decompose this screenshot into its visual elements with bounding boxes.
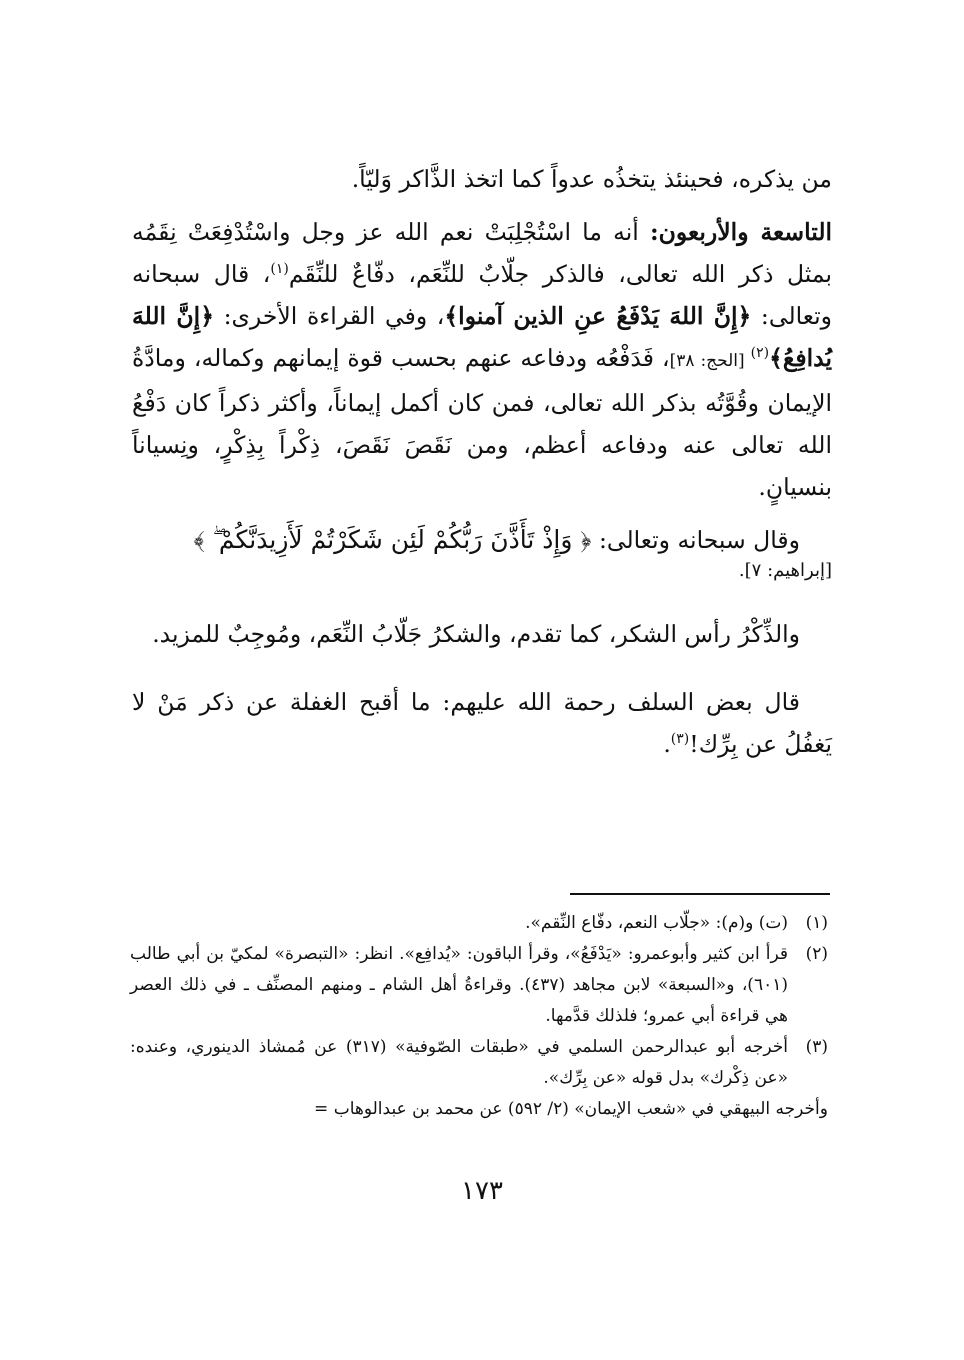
quran-verse-3: ﴿ وَإِذْ تَأَذَّنَ رَبُّكُمْ لَئِن شَكَرْتُمْ لَأَزِيدَنَّكُمْ ۖ ﴾ xyxy=(193,525,592,554)
paragraph-5 xyxy=(132,681,832,765)
paragraph-1 xyxy=(132,158,832,200)
paragraph-2-text-b: ، قال سبحانه وتعالى: xyxy=(132,260,832,330)
quran-verse-2: ﴿إِنَّ اللهَ يُدافِعُ﴾ xyxy=(132,302,832,372)
footnote-text: (ت) و(م): «جلّاب النعم، دفّاع النِّقم». xyxy=(525,913,788,933)
footnote-number: (١) xyxy=(805,913,828,933)
footnote-text: أخرجه أبو عبدالرحمن السلمي في «طبقات الصّوفية» (٣١٧) عن مُمشاذ الدينوري، وعنده: «عن ذِكْرك» بدل قوله «عن بِرِّك». xyxy=(130,1037,788,1088)
paragraph-1-text: من يذكره، فحينئذ يتخذُه عدواً كما اتخذ الذَّاكر وَليّاً. xyxy=(351,165,832,193)
paragraph-2-text-d: ، فَدَفْعُه ودفاعه عنهم بحسب قوة إيمانهم وكماله، ومادَّةُ الإيمان وقُوَّتُه بذكر الله تعالى، فمن كان أكمل إيماناً، وأكثر ذكراً كان دَفْعُ الله تعالى عنه ودفاعه أعظم، ومن نَقَصَ نَقَصَ، ذِكْراً بِذِكْرٍ، ونِسياناً بنسيانٍ. xyxy=(132,344,832,501)
footnotes xyxy=(130,908,828,1125)
page-number: ١٧٣ xyxy=(461,1176,503,1206)
footnote-divider xyxy=(570,893,830,895)
footnote-number: (٣) xyxy=(805,1037,828,1057)
paragraph-4 xyxy=(132,613,832,655)
footnote-ref-3: (٣) xyxy=(670,731,690,748)
paragraph-2 xyxy=(132,211,832,508)
paragraph-5-text: قال بعض السلف رحمة الله عليهم: ما أقبح الغفلة عن ذكر مَنْ لا يَغفُلُ عن بِرِّك! xyxy=(132,688,832,758)
quran-verse-1: ﴿إِنَّ اللهَ يَدْفَعُ عنِ الذين آمنوا﴾ xyxy=(444,302,752,330)
footnote-1 xyxy=(130,908,828,939)
footnote-ref-2: (٢) xyxy=(750,345,770,362)
footnote-ref-1: (١) xyxy=(270,261,289,278)
main-text xyxy=(132,158,832,776)
paragraph-4-text: والذِّكْرُ رأس الشكر، كما تقدم، والشكرُ جَلّابُ النِّعَم، ومُوجِبٌ للمزيد. xyxy=(152,620,800,648)
paragraph-2-text-c: ، وفي القراءة الأخرى: xyxy=(213,302,445,330)
footnote-3 xyxy=(130,1032,828,1094)
footnote-2 xyxy=(130,939,828,1032)
surah-citation-hajj: [الحج: ٣٨] xyxy=(669,351,751,371)
footnote-continuation: وأخرجه البيهقي في «شعب الإيمان» (٢/ ٥٩٢) عن محمد بن عبدالوهاب = xyxy=(314,1099,828,1119)
paragraph-2-lead: التاسعة والأربعون: xyxy=(649,218,833,246)
footnote-text: قرأ ابن كثير وأبوعمرو: «يَدْفَعُ»، وقرأ الباقون: «يُدافِع». انظر: «التبصرة» لمكيّ بن أبي طالب (٦٠١)، و«السبعة» لابن مجاهد (٤٣٧). وقراءةُ أهل الشام ـ ومنهم المصنِّف ـ في ذلك العصر هي قراءة أبي عمرو؛ فلذلك قدَّمها. xyxy=(130,944,788,1026)
surah-citation-ibrahim: [إبراهيم: ٧]. xyxy=(738,560,832,581)
paragraph-3-text: وقال سبحانه وتعالى: xyxy=(591,526,800,554)
paragraph-5-end: . xyxy=(663,730,671,758)
footnote-number: (٢) xyxy=(805,944,828,964)
paragraph-3 xyxy=(132,519,832,561)
paragraph-2-text-a: أنه ما اسْتُجْلِبَتْ نعم الله عز وجل واسْتُدْفِعَتْ نِقَمُه بمثل ذكر الله تعالى، فالذكر جلّابٌ للنِّعَم، دفّاعٌ للنِّقَم xyxy=(132,218,832,288)
